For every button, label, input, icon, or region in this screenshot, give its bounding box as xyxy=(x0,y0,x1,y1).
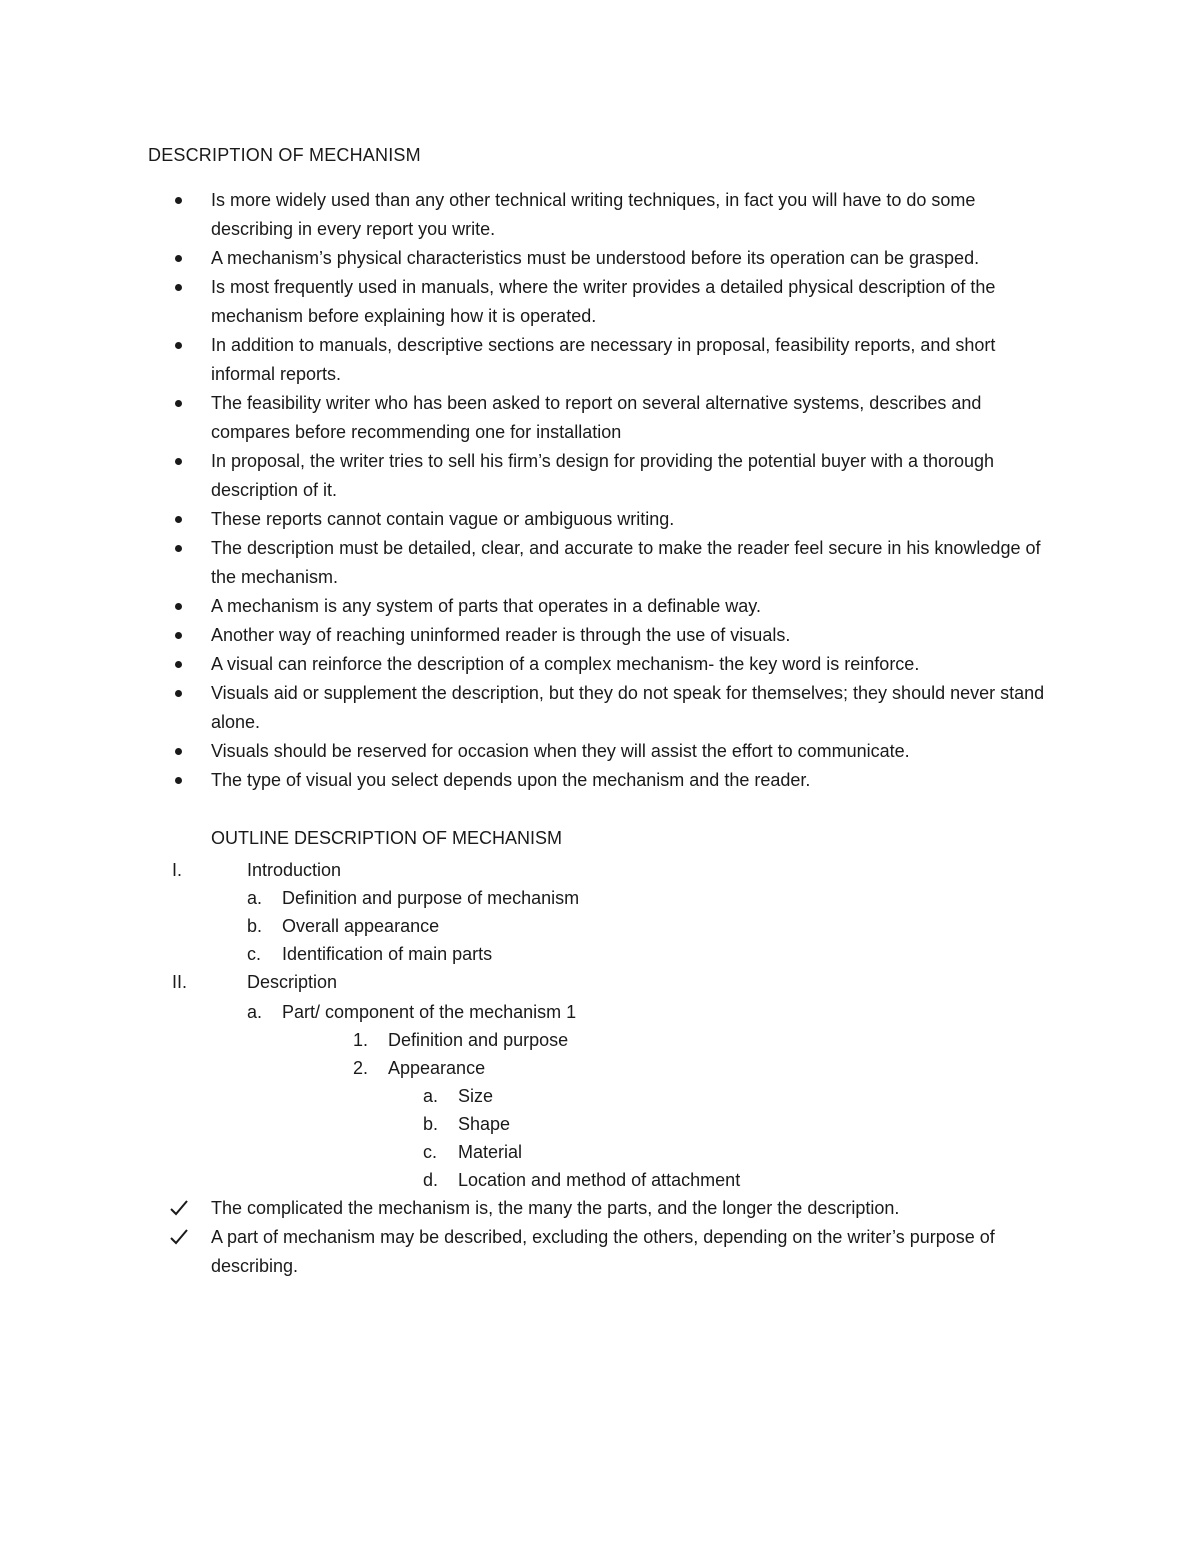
outline-text: Identification of main parts xyxy=(282,944,493,964)
bullet-icon xyxy=(175,632,182,639)
bullet-icon xyxy=(175,777,182,784)
list-item xyxy=(0,621,1200,650)
bullet-icon xyxy=(175,255,182,262)
check-item-text: A part of mechanism may be described, excluding the others, depending on the writer’s purpose of describing. xyxy=(211,1227,995,1276)
outline-text: Introduction xyxy=(247,860,342,880)
outline-marker: a. xyxy=(247,888,263,908)
outline-marker: b. xyxy=(423,1114,439,1134)
bullet-icon xyxy=(175,197,182,204)
list-item-text: Another way of reaching uninformed reader is through the use of visuals. xyxy=(211,625,791,645)
outline-text: Material xyxy=(458,1142,523,1162)
list-item xyxy=(0,534,1200,592)
list-item xyxy=(0,244,1200,273)
outline-text: Size xyxy=(458,1086,494,1106)
page-title: DESCRIPTION OF MECHANISM xyxy=(148,145,421,165)
list-item-text: Is more widely used than any other technical writing techniques, in fact you will have to do some describing in every report you write. xyxy=(211,190,976,239)
outline-marker: II. xyxy=(172,972,188,992)
outline-text: Definition and purpose xyxy=(388,1030,569,1050)
bullet-icon xyxy=(175,748,182,755)
outline-marker: c. xyxy=(423,1142,438,1162)
list-item-text: A visual can reinforce the description of a complex mechanism- the key word is reinforce. xyxy=(211,654,920,674)
outline-marker: 1. xyxy=(353,1030,369,1050)
check-item-text: The complicated the mechanism is, the many the parts, and the longer the description. xyxy=(211,1198,900,1218)
list-item-text: Visuals should be reserved for occasion when they will assist the effort to communicate. xyxy=(211,741,910,761)
list-item xyxy=(0,505,1200,534)
bullet-icon xyxy=(175,690,182,697)
bullet-icon xyxy=(175,400,182,407)
outline-marker: d. xyxy=(423,1170,439,1190)
check-item xyxy=(0,1194,1200,1223)
outline-text: Appearance xyxy=(388,1058,486,1078)
outline-text: Definition and purpose of mechanism xyxy=(282,888,580,908)
list-item-text: The type of visual you select depends upon the mechanism and the reader. xyxy=(211,770,811,790)
list-item xyxy=(0,650,1200,679)
outline-text: Description xyxy=(247,972,338,992)
list-item xyxy=(0,592,1200,621)
check-list xyxy=(0,1194,1200,1281)
outline-marker: I. xyxy=(172,860,183,880)
bullet-icon xyxy=(175,342,182,349)
outline-text: Overall appearance xyxy=(282,916,440,936)
bullet-list xyxy=(0,186,1200,795)
list-item xyxy=(0,766,1200,795)
list-item xyxy=(0,679,1200,737)
list-item-text: The feasibility writer who has been asked to report on several alternative systems, describes and compares before recommending one for installation xyxy=(211,393,982,442)
list-item-text: The description must be detailed, clear, and accurate to make the reader feel secure in his knowledge of the mechanism. xyxy=(211,538,1041,587)
outline-text: Part/ component of the mechanism 1 xyxy=(282,1002,577,1022)
list-item-text: Is most frequently used in manuals, where the writer provides a detailed physical description of the mechanism before explaining how it is operated. xyxy=(211,277,996,326)
outline-title: OUTLINE DESCRIPTION OF MECHANISM xyxy=(211,828,563,848)
list-item-text: A mechanism is any system of parts that operates in a definable way. xyxy=(211,596,761,616)
list-item xyxy=(0,273,1200,331)
bullet-icon xyxy=(175,284,182,291)
list-item-text: These reports cannot contain vague or ambiguous writing. xyxy=(211,509,675,529)
bullet-icon xyxy=(175,545,182,552)
bullet-icon xyxy=(175,516,182,523)
bullet-icon xyxy=(175,661,182,668)
checkmark-icon xyxy=(170,1200,188,1216)
list-item xyxy=(0,186,1200,244)
checkmark-icon xyxy=(170,1229,188,1245)
outline-marker: b. xyxy=(247,916,263,936)
list-item xyxy=(0,737,1200,766)
outline-marker: c. xyxy=(247,944,262,964)
list-item xyxy=(0,389,1200,447)
list-item xyxy=(0,447,1200,505)
outline-marker: a. xyxy=(247,1002,263,1022)
outline-text: Location and method of attachment xyxy=(458,1170,741,1190)
list-item-text: A mechanism’s physical characteristics must be understood before its operation can be grasped. xyxy=(211,248,980,268)
list-item-text: Visuals aid or supplement the description, but they do not speak for themselves; they should never stand alone. xyxy=(211,683,1045,732)
bullet-icon xyxy=(175,603,182,610)
bullet-icon xyxy=(175,458,182,465)
list-item-text: In addition to manuals, descriptive sections are necessary in proposal, feasibility reports, and short informal reports. xyxy=(211,335,996,384)
list-item xyxy=(0,331,1200,389)
outline-marker: 2. xyxy=(353,1058,369,1078)
outline-marker: a. xyxy=(423,1086,439,1106)
outline-text: Shape xyxy=(458,1114,511,1134)
list-item-text: In proposal, the writer tries to sell his firm’s design for providing the potential buyer with a thorough description of it. xyxy=(211,451,995,500)
check-item xyxy=(0,1223,1200,1281)
